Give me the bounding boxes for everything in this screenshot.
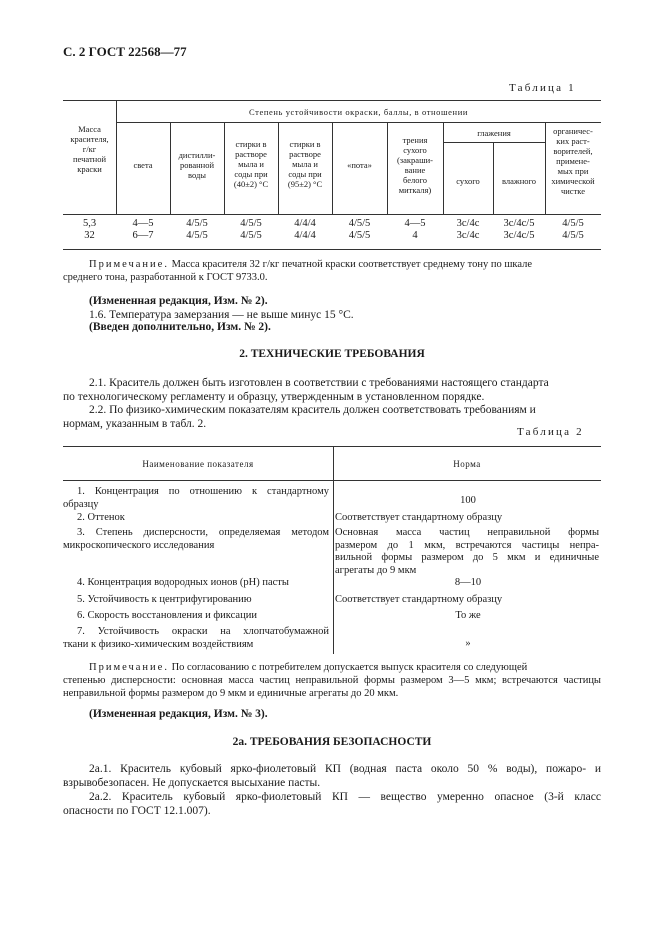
t1-cell-light: 4—5 6—7 (132, 218, 154, 241)
t1-col-mass: Масса красителя, г/кг печатной краски (70, 124, 109, 174)
t2-row-6-name: 6. Скорость восстановления и фиксации (77, 610, 257, 621)
t1-col-iron-wet: влажного (501, 176, 537, 186)
t1-col-iron-dry: сухого (456, 176, 480, 186)
t2-header-norm: Норма (453, 459, 481, 469)
note1 (63, 258, 601, 284)
paragraph-2a-1: 2а.1. Краситель кубовый ярко-фиолетовый КП (водная паста около 50 % воды), пожаро- и взрывобезопасен. Не допускается высыхание пасты. (63, 763, 601, 789)
t2-row-6-norm: То же (455, 610, 481, 621)
t1-cell-wash95: 4/4/4 4/4/4 (294, 218, 316, 241)
note2-label: Примечание. (89, 662, 169, 673)
note1-text-2: среднего тона, разработанной к ГОСТ 9733.0. (63, 272, 268, 283)
t2-row-2-name: 2. Оттенок (77, 512, 125, 523)
t1-col-ironing: глажения (477, 128, 511, 138)
t1-col-organic: органичес- ких раст- ворителей, примене- мых при химической чистке (551, 126, 595, 196)
table2-caption: Таблица 2 (517, 426, 584, 438)
edit-note-2: (Измененная редакция, Изм. № 2). (89, 295, 268, 307)
t2-row-4-norm: 8—10 (454, 577, 482, 588)
paragraph-1-6: 1.6. Температура замерзания — не выше минус 15 °С. (89, 309, 354, 321)
t2-row-7-norm: » (465, 638, 471, 649)
t2-header-name: Наименование показателя (142, 459, 254, 469)
paragraph-2-2: 2.2. По физико-химическим показателям краситель должен соответствовать требованиям и нормам, указанным в табл. 2. (63, 404, 536, 430)
t1-col-sweat: «пота» (347, 160, 372, 170)
note2-text: По согласованию с потребителем допускается выпуск красителя со следующей (171, 662, 528, 673)
t1-col-light: света (133, 160, 153, 170)
t1-col-wash95: стирки в растворе мыла и соды при (95±2) °С (287, 139, 323, 189)
t1-cell-water: 4/5/5 4/5/5 (186, 218, 208, 241)
t2-row-5-norm: Соответствует стандартному образцу (335, 594, 503, 605)
paragraph-2a-2: 2а.2. Краситель кубовый ярко-фиолетовый КП — вещество умеренно опасное (3-й класс опасности по ГОСТ 12.1.007). (63, 791, 601, 817)
t1-cell-iron-wet: 3с/4с/5 3с/4с/5 (503, 218, 535, 241)
note2: Примечание. По согласованию с потребителем допускается выпуск красителя со следующей степенью дисперсности: основная масса частиц неправильной формы размером 3—5 мкм; встречаются частицы неправильной формы размером до 9 мкм и единичные агрегаты до 20 мкм. (63, 662, 601, 699)
t2-row-2-norm: Соответствует стандартному образцу (335, 512, 503, 523)
t2-row-4-name: 4. Концентрация водородных ионов (pH) пасты (77, 577, 289, 588)
table1 (63, 100, 601, 250)
edit-note-3: (Измененная редакция, Изм. № 3). (89, 708, 268, 720)
t1-cell-organic: 4/5/5 4/5/5 (562, 218, 584, 241)
note1-text: Масса красителя 32 г/кг печатной краски соответствует среднему тону по шкале (171, 259, 533, 270)
t2-row-7-name: 7. Устойчивость окраски на хлопчатобумажной ткани к физико-химическим воздействиям (63, 626, 329, 650)
page-header: С. 2 ГОСТ 22568—77 (63, 44, 187, 59)
t2-row-1-norm: 100 (460, 495, 476, 506)
section-2-title: 2. ТЕХНИЧЕСКИЕ ТРЕБОВАНИЯ (239, 348, 425, 360)
t2-row-1-name: 1. Концентрация по отношению к стандартному образцу (63, 486, 329, 510)
t1-cell-wash40: 4/5/5 4/5/5 (240, 218, 262, 241)
t1-cell-mass: 5,3 32 (82, 218, 97, 241)
t1-cell-iron-dry: 3с/4с 3с/4с (456, 218, 480, 241)
t1-cell-dry: 4—5 4 (404, 218, 426, 241)
t1-col-water: дистилли- рованной воды (178, 150, 216, 180)
paragraph-2-1: 2.1. Краситель должен быть изготовлен в соответствии с требованиями настоящего стандарта по технологическому регламенту и образцу, утвержденным в установленном порядке. (63, 377, 549, 403)
t2-row-3-norm: Основная масса частиц неправильной формы размером до 1 мкм, встречаются частицы непра- вильной формы размером до 5 мкм и единичные агрегаты до 9 мкм (335, 527, 599, 576)
t1-group-header: Степень устойчивости окраски, баллы, в отношении (248, 107, 469, 117)
t1-col-dry-rub: трения сухого (закраши- вание белого миткаля) (396, 135, 434, 195)
table2 (63, 446, 601, 654)
intro-note-2: (Введен дополнительно, Изм. № 2). (89, 321, 271, 333)
t1-col-wash40: стирки в растворе мыла и соды при (40±2) °С (233, 139, 269, 189)
t2-row-3-name: 3. Степень дисперсности, определяемая методом микроскопического исследования (63, 527, 329, 551)
t1-cell-sweat: 4/5/5 4/5/5 (348, 218, 371, 241)
table1-caption: Таблица 1 (509, 82, 576, 94)
section-2a-title: 2а. ТРЕБОВАНИЯ БЕЗОПАСНОСТИ (232, 736, 432, 748)
t2-row-5-name: 5. Устойчивость к центрифугированию (77, 594, 252, 605)
note1-label: Примечание. (89, 259, 169, 270)
